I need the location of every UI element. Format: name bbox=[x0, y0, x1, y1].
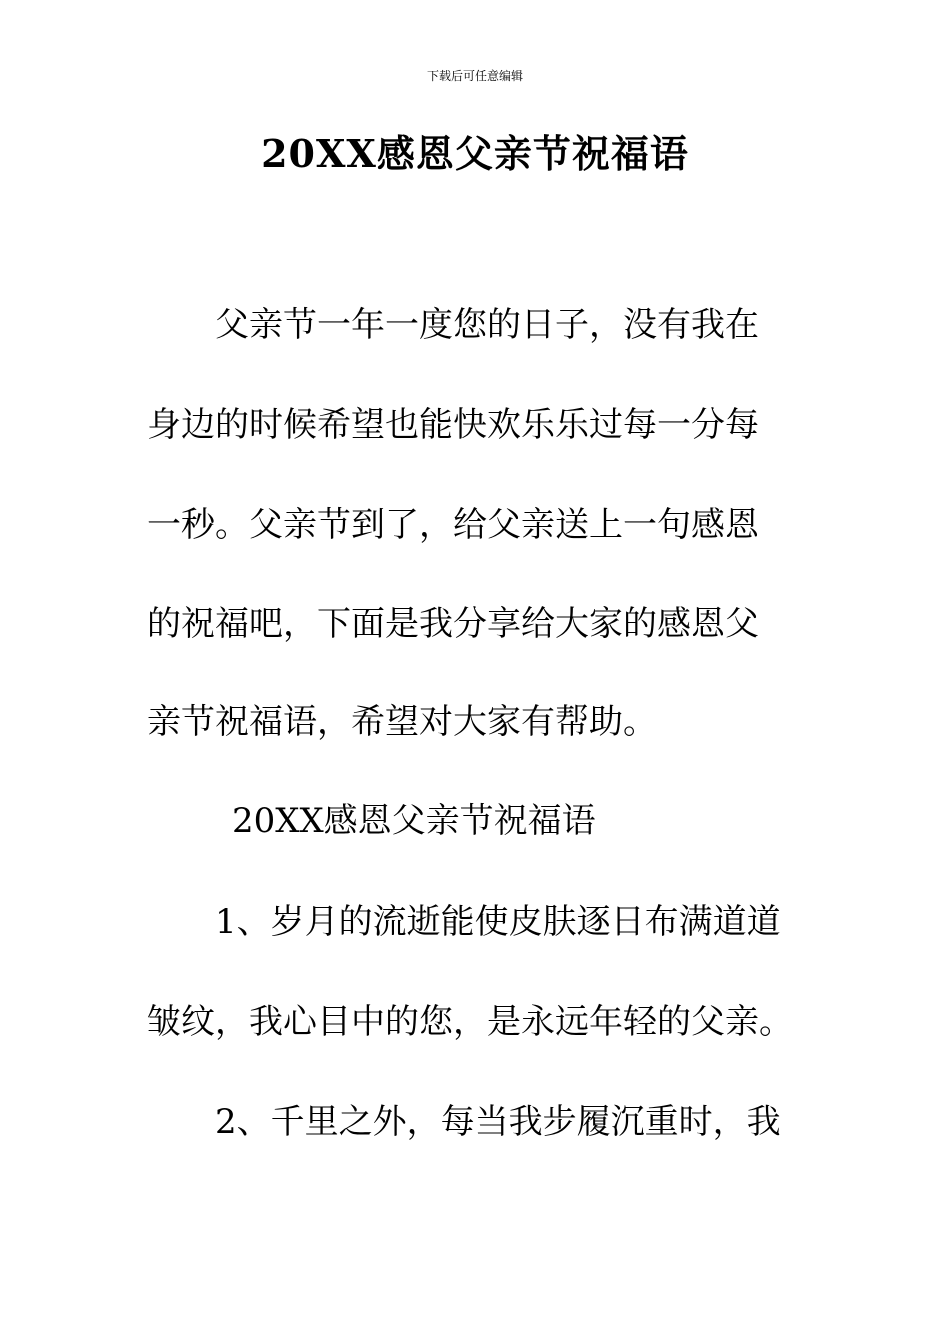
header-note: 下载后可任意编辑 bbox=[426, 69, 523, 83]
paragraph-line: 父亲节一年一度您的日子，没有我在 bbox=[215, 305, 759, 345]
paragraph-line: 一秒。父亲节到了，给父亲送上一句感恩 bbox=[147, 505, 759, 545]
list-item-line: 2、千里之外，每当我步履沉重时，我 bbox=[215, 1102, 781, 1142]
list-item-line: 皱纹，我心目中的您，是永远年轻的父亲。 bbox=[147, 1002, 793, 1042]
paragraph-line: 身边的时候希望也能快欢乐乐过每一分每 bbox=[147, 405, 759, 445]
section-heading: 20XX感恩父亲节祝福语 bbox=[232, 801, 596, 841]
document-title: 20XX感恩父亲节祝福语 bbox=[261, 131, 689, 176]
list-item-line: 1、岁月的流逝能使皮肤逐日布满道道 bbox=[215, 902, 781, 942]
paragraph-line: 的祝福吧，下面是我分享给大家的感恩父 bbox=[147, 604, 759, 644]
paragraph-line: 亲节祝福语，希望对大家有帮助。 bbox=[147, 702, 657, 742]
